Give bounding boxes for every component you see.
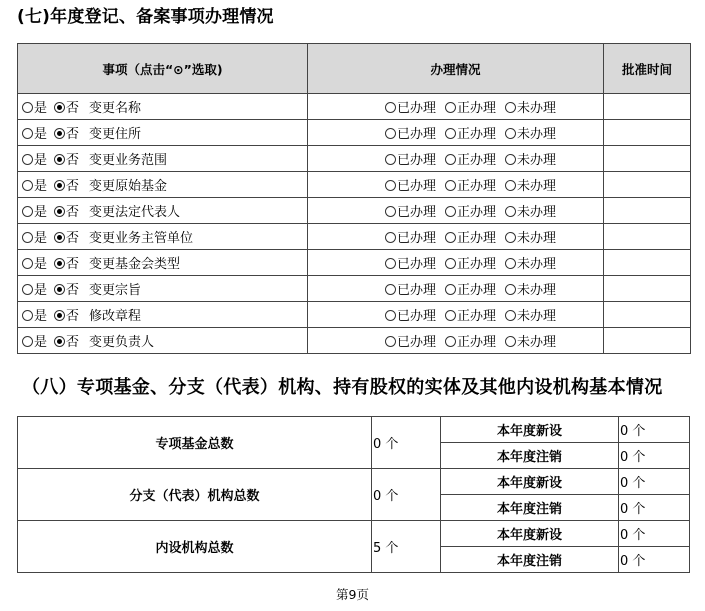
no-option[interactable] xyxy=(54,205,79,220)
approve-time-cell[interactable] xyxy=(604,146,691,172)
status-label: 正办理 xyxy=(456,101,496,116)
status-radio-icon[interactable] xyxy=(385,180,396,191)
no-label: 否 xyxy=(66,309,80,324)
institution-row xyxy=(18,417,690,443)
approve-time-cell[interactable] xyxy=(604,172,691,198)
yes-label: 是 xyxy=(34,101,48,116)
item-row xyxy=(18,250,691,276)
approve-time-cell[interactable] xyxy=(604,224,691,250)
item-cell xyxy=(18,94,308,120)
yes-radio-icon[interactable] xyxy=(22,284,33,295)
status-option[interactable] xyxy=(445,283,496,298)
status-label: 已办理 xyxy=(396,309,436,324)
yes-radio-icon[interactable] xyxy=(22,310,33,321)
status-label: 已办理 xyxy=(396,153,436,168)
yes-radio-icon[interactable] xyxy=(22,128,33,139)
status-cell xyxy=(308,94,604,120)
institution-label: 专项基金总数 xyxy=(18,417,372,469)
no-option[interactable] xyxy=(54,127,79,142)
status-radio-icon[interactable] xyxy=(445,180,456,191)
status-label: 未办理 xyxy=(517,153,557,168)
yes-option[interactable] xyxy=(22,309,47,324)
yes-option[interactable] xyxy=(22,205,47,220)
status-cell xyxy=(308,302,604,328)
status-radio-icon[interactable] xyxy=(505,206,516,217)
institution-total: 0 个 xyxy=(372,417,441,469)
sub-label: 本年度新设 xyxy=(441,521,619,547)
status-label: 已办理 xyxy=(396,205,436,220)
status-label: 正办理 xyxy=(456,127,496,142)
status-label: 未办理 xyxy=(517,205,557,220)
item-cell xyxy=(18,224,308,250)
item-label: 变更住所 xyxy=(89,127,142,142)
status-radio-icon[interactable] xyxy=(385,154,396,165)
item-row xyxy=(18,120,691,146)
yes-label: 是 xyxy=(34,335,48,350)
no-label: 否 xyxy=(66,179,80,194)
status-label: 已办理 xyxy=(396,335,436,350)
registration-items-body xyxy=(18,94,691,354)
status-radio-icon[interactable] xyxy=(385,232,396,243)
yes-radio-icon[interactable] xyxy=(22,258,33,269)
sub-value: 0 个 xyxy=(619,469,690,495)
item-cell xyxy=(18,146,308,172)
no-option[interactable] xyxy=(54,179,79,194)
status-label: 正办理 xyxy=(456,335,496,350)
no-label: 否 xyxy=(66,153,80,168)
status-option[interactable] xyxy=(445,127,496,142)
no-radio-icon[interactable] xyxy=(54,310,65,321)
status-radio-icon[interactable] xyxy=(505,180,516,191)
header-status: 办理情况 xyxy=(308,44,604,94)
yes-radio-icon[interactable] xyxy=(22,232,33,243)
item-row xyxy=(18,146,691,172)
status-label: 正办理 xyxy=(456,257,496,272)
item-cell xyxy=(18,276,308,302)
sub-value: 0 个 xyxy=(619,495,690,521)
section7-title: (七)年度登记、备案事项办理情况 xyxy=(17,7,274,27)
status-option[interactable] xyxy=(505,231,556,246)
yes-label: 是 xyxy=(34,257,48,272)
item-label: 变更原始基金 xyxy=(89,179,168,194)
status-option[interactable] xyxy=(445,231,496,246)
yes-label: 是 xyxy=(34,179,48,194)
status-cell xyxy=(308,276,604,302)
institutions-table xyxy=(17,416,690,573)
institutions-body xyxy=(18,417,690,573)
item-cell xyxy=(18,328,308,354)
item-label: 变更宗旨 xyxy=(89,283,142,298)
yes-label: 是 xyxy=(34,231,48,246)
no-radio-icon[interactable] xyxy=(54,232,65,243)
item-label: 变更名称 xyxy=(89,101,142,116)
status-radio-icon[interactable] xyxy=(505,232,516,243)
status-radio-icon[interactable] xyxy=(505,258,516,269)
status-radio-icon[interactable] xyxy=(445,128,456,139)
item-cell xyxy=(18,172,308,198)
status-radio-icon[interactable] xyxy=(385,258,396,269)
status-option[interactable] xyxy=(385,153,436,168)
yes-radio-icon[interactable] xyxy=(22,336,33,347)
status-radio-icon[interactable] xyxy=(445,232,456,243)
status-radio-icon[interactable] xyxy=(505,154,516,165)
sub-label: 本年度注销 xyxy=(441,443,619,469)
no-option[interactable] xyxy=(54,283,79,298)
status-option[interactable] xyxy=(445,101,496,116)
approve-time-cell[interactable] xyxy=(604,276,691,302)
yes-option[interactable] xyxy=(22,179,47,194)
status-option[interactable] xyxy=(505,205,556,220)
no-radio-icon[interactable] xyxy=(54,336,65,347)
item-label: 变更基金会类型 xyxy=(89,257,181,272)
status-cell xyxy=(308,198,604,224)
institution-label: 内设机构总数 xyxy=(18,521,372,573)
no-label: 否 xyxy=(66,205,80,220)
status-radio-icon[interactable] xyxy=(385,336,396,347)
status-radio-icon[interactable] xyxy=(385,284,396,295)
status-radio-icon[interactable] xyxy=(385,310,396,321)
yes-label: 是 xyxy=(34,309,48,324)
item-row xyxy=(18,172,691,198)
sub-value: 0 个 xyxy=(619,417,690,443)
status-label: 未办理 xyxy=(517,309,557,324)
status-radio-icon[interactable] xyxy=(505,284,516,295)
no-label: 否 xyxy=(66,283,80,298)
yes-option[interactable] xyxy=(22,257,47,272)
status-label: 未办理 xyxy=(517,231,557,246)
status-cell xyxy=(308,328,604,354)
status-option[interactable] xyxy=(385,257,436,272)
yes-radio-icon[interactable] xyxy=(22,206,33,217)
status-label: 正办理 xyxy=(456,205,496,220)
status-option[interactable] xyxy=(505,153,556,168)
status-option[interactable] xyxy=(385,101,436,116)
status-option[interactable] xyxy=(505,283,556,298)
status-option[interactable] xyxy=(385,179,436,194)
status-cell xyxy=(308,172,604,198)
item-cell xyxy=(18,198,308,224)
status-option[interactable] xyxy=(505,257,556,272)
approve-time-cell[interactable] xyxy=(604,198,691,224)
status-label: 正办理 xyxy=(456,309,496,324)
status-option[interactable] xyxy=(445,179,496,194)
status-radio-icon[interactable] xyxy=(505,310,516,321)
status-radio-icon[interactable] xyxy=(445,206,456,217)
status-option[interactable] xyxy=(505,335,556,350)
approve-time-cell[interactable] xyxy=(604,302,691,328)
status-radio-icon[interactable] xyxy=(445,258,456,269)
yes-radio-icon[interactable] xyxy=(22,180,33,191)
no-label: 否 xyxy=(66,101,80,116)
status-option[interactable] xyxy=(505,309,556,324)
yes-option[interactable] xyxy=(22,283,47,298)
yes-label: 是 xyxy=(34,153,48,168)
status-cell xyxy=(308,250,604,276)
status-label: 未办理 xyxy=(517,283,557,298)
no-option[interactable] xyxy=(54,153,79,168)
approve-time-cell[interactable] xyxy=(604,94,691,120)
sub-label: 本年度新设 xyxy=(441,417,619,443)
status-label: 已办理 xyxy=(396,283,436,298)
item-row xyxy=(18,328,691,354)
approve-time-cell[interactable] xyxy=(604,250,691,276)
no-label: 否 xyxy=(66,231,80,246)
no-radio-icon[interactable] xyxy=(54,258,65,269)
status-label: 已办理 xyxy=(396,101,436,116)
status-radio-icon[interactable] xyxy=(445,102,456,113)
status-label: 正办理 xyxy=(456,153,496,168)
yes-radio-icon[interactable] xyxy=(22,102,33,113)
yes-option[interactable] xyxy=(22,127,47,142)
yes-label: 是 xyxy=(34,127,48,142)
status-radio-icon[interactable] xyxy=(445,284,456,295)
item-cell xyxy=(18,250,308,276)
status-label: 未办理 xyxy=(517,179,557,194)
status-option[interactable] xyxy=(385,335,436,350)
institution-label: 分支（代表）机构总数 xyxy=(18,469,372,521)
status-option[interactable] xyxy=(385,127,436,142)
institution-row xyxy=(18,469,690,495)
status-option[interactable] xyxy=(385,283,436,298)
status-option[interactable] xyxy=(445,257,496,272)
status-radio-icon[interactable] xyxy=(445,310,456,321)
yes-option[interactable] xyxy=(22,153,47,168)
status-radio-icon[interactable] xyxy=(385,206,396,217)
status-radio-icon[interactable] xyxy=(505,102,516,113)
status-option[interactable] xyxy=(505,101,556,116)
status-radio-icon[interactable] xyxy=(385,128,396,139)
sub-value: 0 个 xyxy=(619,521,690,547)
no-radio-icon[interactable] xyxy=(54,180,65,191)
item-row xyxy=(18,302,691,328)
no-option[interactable] xyxy=(54,257,79,272)
status-label: 未办理 xyxy=(517,127,557,142)
item-label: 变更业务主管单位 xyxy=(89,231,194,246)
status-radio-icon[interactable] xyxy=(445,336,456,347)
sub-label: 本年度注销 xyxy=(441,495,619,521)
status-option[interactable] xyxy=(505,127,556,142)
status-cell xyxy=(308,224,604,250)
no-radio-icon[interactable] xyxy=(54,206,65,217)
no-radio-icon[interactable] xyxy=(54,154,65,165)
status-option[interactable] xyxy=(445,335,496,350)
no-option[interactable] xyxy=(54,231,79,246)
status-option[interactable] xyxy=(445,153,496,168)
item-row xyxy=(18,198,691,224)
no-radio-icon[interactable] xyxy=(54,284,65,295)
no-label: 否 xyxy=(66,257,80,272)
item-label: 变更法定代表人 xyxy=(89,205,181,220)
sub-value: 0 个 xyxy=(619,443,690,469)
item-row xyxy=(18,224,691,250)
status-label: 正办理 xyxy=(456,179,496,194)
institution-row xyxy=(18,521,690,547)
institution-total: 0 个 xyxy=(372,469,441,521)
yes-label: 是 xyxy=(34,205,48,220)
status-option[interactable] xyxy=(385,231,436,246)
yes-label: 是 xyxy=(34,283,48,298)
status-cell xyxy=(308,146,604,172)
status-radio-icon[interactable] xyxy=(505,128,516,139)
status-label: 未办理 xyxy=(517,335,557,350)
header-approve-time: 批准时间 xyxy=(604,44,691,94)
status-radio-icon[interactable] xyxy=(385,102,396,113)
no-option[interactable] xyxy=(54,101,79,116)
status-label: 未办理 xyxy=(517,101,557,116)
item-cell xyxy=(18,302,308,328)
item-row xyxy=(18,276,691,302)
yes-radio-icon[interactable] xyxy=(22,154,33,165)
institution-total: 5 个 xyxy=(372,521,441,573)
status-option[interactable] xyxy=(385,205,436,220)
header-item: 事项（点击“⊙”选取) xyxy=(18,44,308,94)
status-label: 已办理 xyxy=(396,257,436,272)
status-option[interactable] xyxy=(445,309,496,324)
status-label: 已办理 xyxy=(396,127,436,142)
no-label: 否 xyxy=(66,127,80,142)
status-option[interactable] xyxy=(505,179,556,194)
status-label: 已办理 xyxy=(396,179,436,194)
section8-title: （八）专项基金、分支（代表）机构、持有股权的实体及其他内设机构基本情况 xyxy=(22,377,663,398)
item-label: 修改章程 xyxy=(89,309,142,324)
page-number: 第9页 xyxy=(336,587,369,602)
sub-value: 0 个 xyxy=(619,547,690,573)
yes-option[interactable] xyxy=(22,101,47,116)
no-label: 否 xyxy=(66,335,80,350)
status-cell xyxy=(308,120,604,146)
status-label: 已办理 xyxy=(396,231,436,246)
no-option[interactable] xyxy=(54,309,79,324)
no-option[interactable] xyxy=(54,335,79,350)
item-cell xyxy=(18,120,308,146)
status-label: 正办理 xyxy=(456,283,496,298)
sub-label: 本年度注销 xyxy=(441,547,619,573)
no-radio-icon[interactable] xyxy=(54,102,65,113)
status-option[interactable] xyxy=(445,205,496,220)
no-radio-icon[interactable] xyxy=(54,128,65,139)
registration-items-table xyxy=(17,43,691,354)
approve-time-cell[interactable] xyxy=(604,120,691,146)
item-label: 变更负责人 xyxy=(89,335,155,350)
status-label: 正办理 xyxy=(456,231,496,246)
sub-label: 本年度新设 xyxy=(441,469,619,495)
item-row xyxy=(18,94,691,120)
status-label: 未办理 xyxy=(517,257,557,272)
approve-time-cell[interactable] xyxy=(604,328,691,354)
yes-option[interactable] xyxy=(22,335,47,350)
status-radio-icon[interactable] xyxy=(505,336,516,347)
status-option[interactable] xyxy=(385,309,436,324)
yes-option[interactable] xyxy=(22,231,47,246)
item-label: 变更业务范围 xyxy=(89,153,168,168)
status-radio-icon[interactable] xyxy=(445,154,456,165)
